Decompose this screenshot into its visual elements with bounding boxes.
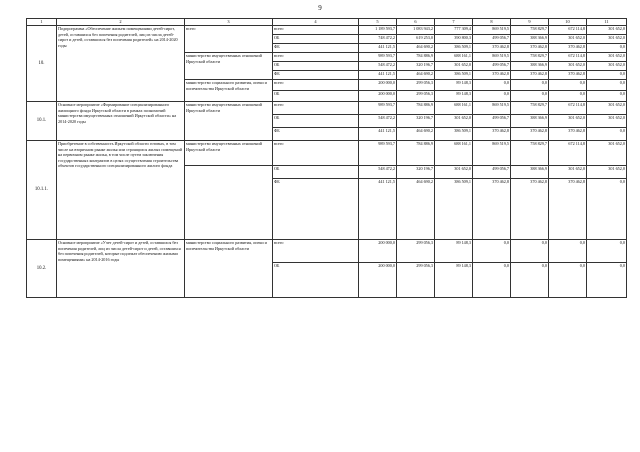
value-cell-col-5: 748 472,2 [359, 35, 397, 44]
funding-source-cell: всего [273, 53, 359, 62]
executor-cell: всего [185, 26, 273, 53]
value-cell-col-9: 370 462,8 [511, 128, 549, 141]
value-cell-col-7: 89 148,3 [435, 80, 473, 91]
value-cell-col-10: 301 652,0 [549, 115, 587, 128]
value-cell-col-6: 299 056,3 [397, 91, 435, 102]
value-cell-col-10: 301 652,0 [549, 35, 587, 44]
value-cell-col-10: 0,0 [549, 240, 587, 263]
value-cell-col-6: 784 886,9 [397, 102, 435, 115]
value-cell-col-9: 758 829,7 [511, 53, 549, 62]
value-cell-col-7: 386 509,1 [435, 71, 473, 80]
row-index: 10.1.1. [27, 141, 57, 240]
value-cell-col-11: 301 652,0 [587, 141, 627, 166]
executor-cell: министерство социального развития, опеки и попечительства Иркутской области [185, 80, 273, 102]
value-cell-col-5: 548 472,2 [359, 115, 397, 128]
value-cell-col-6: 320 196,7 [397, 166, 435, 179]
value-cell-col-10: 370 462,8 [549, 71, 587, 80]
value-cell-col-8: 869 519,5 [473, 26, 511, 35]
measure-description: Основное мероприятие «Формирование специализированного жилищного фонда Иркутской области в рамках полномочий министерства имущественных отношений Иркутской области» на 2014-2020 годы [57, 102, 185, 141]
measure-description: Основное мероприятие «Учет детей-сирот и детей, оставшихся без попечения родителей, лиц из числа детей-сирот и детей, оставшихся без попечения родителей, которые подлежат обеспечению жилыми помещениями» на 2014-2016 годы [57, 240, 185, 298]
value-cell-col-10: 0,0 [549, 91, 587, 102]
value-cell-col-5: 200 000,0 [359, 240, 397, 263]
row-index: 10.2. [27, 240, 57, 298]
value-cell-col-11: 0,0 [587, 179, 627, 240]
value-cell-col-7: 386 509,1 [435, 128, 473, 141]
row-index: 10. [27, 26, 57, 102]
funding-source-cell: ФБ [273, 179, 359, 240]
value-cell-col-5: 441 121,5 [359, 128, 397, 141]
measure-description: Приобретение в собственность Иркутской области готовых, в том числе на вторичном рынке жилья или строящихся жилых помещений на первичном рынке жилья, в том числе путем заключения государственных контрактов в целях осуществления строительства объектов государственного специализированного жилого фонда [57, 141, 185, 240]
value-cell-col-8: 869 519,5 [473, 102, 511, 115]
value-cell-col-10: 301 652,0 [549, 166, 587, 179]
value-cell-col-7: 301 652,0 [435, 166, 473, 179]
table-row [27, 240, 627, 263]
value-cell-col-11: 0,0 [587, 263, 627, 298]
value-cell-col-9: 0,0 [511, 240, 549, 263]
value-cell-col-7: 301 652,0 [435, 115, 473, 128]
value-cell-col-11: 301 652,0 [587, 26, 627, 35]
funding-source-cell: всего [273, 141, 359, 166]
funding-source-cell: всего [273, 240, 359, 263]
value-cell-col-5: 200 000,0 [359, 263, 397, 298]
value-cell-col-10: 0,0 [549, 80, 587, 91]
value-cell-col-6: 784 886,9 [397, 141, 435, 166]
value-cell-col-10: 0,0 [549, 263, 587, 298]
value-cell-col-10: 672 114,8 [549, 26, 587, 35]
funding-source-cell: ОБ [273, 91, 359, 102]
value-cell-col-11: 0,0 [587, 91, 627, 102]
value-cell-col-6: 320 196,7 [397, 62, 435, 71]
col-header-4: 4 [273, 19, 359, 26]
value-cell-col-11: 301 652,0 [587, 53, 627, 62]
value-cell-col-9: 370 462,8 [511, 71, 549, 80]
value-cell-col-9: 388 366,9 [511, 115, 549, 128]
value-cell-col-11: 0,0 [587, 71, 627, 80]
value-cell-col-6: 299 056,3 [397, 80, 435, 91]
value-cell-col-5: 200 000,0 [359, 80, 397, 91]
col-header-3: 3 [185, 19, 273, 26]
value-cell-col-10: 672 114,8 [549, 53, 587, 62]
value-cell-col-7: 301 652,0 [435, 62, 473, 71]
value-cell-col-9: 758 829,7 [511, 141, 549, 166]
value-cell-col-9: 388 366,9 [511, 166, 549, 179]
executor-cell: министерство имущественных отношений Иркутской области [185, 102, 273, 141]
value-cell-col-11: 0,0 [587, 240, 627, 263]
executor-cell: министерство имущественных отношений Иркутской области [185, 53, 273, 80]
value-cell-col-11: 301 652,0 [587, 166, 627, 179]
value-cell-col-10: 370 462,8 [549, 128, 587, 141]
value-cell-col-8: 0,0 [473, 91, 511, 102]
table-row [27, 141, 627, 166]
value-cell-col-8: 370 462,8 [473, 44, 511, 53]
value-cell-col-8: 370 462,8 [473, 179, 511, 240]
value-cell-col-7: 386 509,1 [435, 44, 473, 53]
funding-source-cell: ОБ [273, 263, 359, 298]
value-cell-col-6: 299 056,3 [397, 263, 435, 298]
value-cell-col-8: 499 056,7 [473, 35, 511, 44]
value-cell-col-8: 370 462,8 [473, 71, 511, 80]
value-cell-col-8: 370 462,8 [473, 128, 511, 141]
funding-source-cell: ФБ [273, 128, 359, 141]
value-cell-col-6: 464 690,2 [397, 179, 435, 240]
value-cell-col-5: 989 593,7 [359, 141, 397, 166]
value-cell-col-8: 869 519,5 [473, 53, 511, 62]
funding-source-cell: ОБ [273, 115, 359, 128]
funding-source-cell: ОБ [273, 166, 359, 179]
row-index: 10.1. [27, 102, 57, 141]
value-cell-col-7: 688 161,1 [435, 53, 473, 62]
table-body [27, 19, 627, 298]
value-cell-col-6: 1 083 943,2 [397, 26, 435, 35]
value-cell-col-11: 0,0 [587, 128, 627, 141]
value-cell-col-11: 0,0 [587, 44, 627, 53]
funding-source-cell: всего [273, 26, 359, 35]
executor-cell [185, 166, 273, 240]
value-cell-col-5: 441 121,5 [359, 44, 397, 53]
executor-cell: министерство имущественных отношений Иркутской области [185, 141, 273, 166]
value-cell-col-11: 301 652,0 [587, 115, 627, 128]
value-cell-col-8: 499 056,7 [473, 62, 511, 71]
executor-cell: министерство социального развития, опеки и попечительства Иркутской области [185, 240, 273, 298]
value-cell-col-6: 464 690,2 [397, 71, 435, 80]
value-cell-col-6: 320 196,7 [397, 115, 435, 128]
value-cell-col-9: 388 366,9 [511, 35, 549, 44]
funding-source-cell: всего [273, 102, 359, 115]
value-cell-col-8: 0,0 [473, 263, 511, 298]
funding-source-cell: ОБ [273, 62, 359, 71]
value-cell-col-10: 370 462,8 [549, 44, 587, 53]
col-header-5: 5 [359, 19, 397, 26]
col-header-8: 8 [473, 19, 511, 26]
value-cell-col-7: 390 800,3 [435, 35, 473, 44]
value-cell-col-9: 388 366,9 [511, 62, 549, 71]
value-cell-col-9: 0,0 [511, 80, 549, 91]
funding-source-cell: ФБ [273, 44, 359, 53]
value-cell-col-9: 0,0 [511, 91, 549, 102]
value-cell-col-11: 301 652,0 [587, 102, 627, 115]
measure-description: Подпрограмма «Обеспечение жильем помещениями детей-сирот, детей, оставшихся без попечения родителей, лиц из числа детей-сирот и детей, оставшихся без попечения родителей» на 2014-2020 годы [57, 26, 185, 102]
value-cell-col-9: 758 829,7 [511, 26, 549, 35]
col-header-1: 1 [27, 19, 57, 26]
value-cell-col-10: 301 652,0 [549, 62, 587, 71]
page-number: 9 [318, 4, 322, 12]
value-cell-col-5: 989 593,7 [359, 53, 397, 62]
value-cell-col-7: 688 161,1 [435, 102, 473, 115]
value-cell-col-8: 499 056,7 [473, 166, 511, 179]
value-cell-col-11: 301 652,0 [587, 62, 627, 71]
value-cell-col-11: 0,0 [587, 80, 627, 91]
value-cell-col-6: 464 690,2 [397, 44, 435, 53]
value-cell-col-6: 464 690,2 [397, 128, 435, 141]
col-header-11: 11 [587, 19, 627, 26]
value-cell-col-9: 370 462,8 [511, 179, 549, 240]
value-cell-col-5: 441 121,5 [359, 179, 397, 240]
value-cell-col-8: 0,0 [473, 80, 511, 91]
value-cell-col-7: 777 309,4 [435, 26, 473, 35]
funding-source-cell: ОБ [273, 35, 359, 44]
funding-source-cell: ФБ [273, 71, 359, 80]
funding-source-cell: всего [273, 80, 359, 91]
column-header-row [27, 19, 627, 26]
value-cell-col-10: 370 462,8 [549, 179, 587, 240]
value-cell-col-5: 548 472,2 [359, 62, 397, 71]
col-header-2: 2 [57, 19, 185, 26]
value-cell-col-11: 301 652,0 [587, 35, 627, 44]
value-cell-col-7: 89 148,3 [435, 263, 473, 298]
value-cell-col-5: 989 593,7 [359, 102, 397, 115]
value-cell-col-7: 89 148,3 [435, 91, 473, 102]
value-cell-col-5: 200 000,0 [359, 91, 397, 102]
col-header-6: 6 [397, 19, 435, 26]
table-row [27, 26, 627, 35]
value-cell-col-10: 672 114,8 [549, 102, 587, 115]
value-cell-col-7: 688 161,1 [435, 141, 473, 166]
value-cell-col-9: 758 829,7 [511, 102, 549, 115]
value-cell-col-5: 441 121,5 [359, 71, 397, 80]
value-cell-col-6: 299 056,3 [397, 240, 435, 263]
value-cell-col-7: 89 148,3 [435, 240, 473, 263]
col-header-9: 9 [511, 19, 549, 26]
value-cell-col-9: 0,0 [511, 263, 549, 298]
value-cell-col-6: 619 253,0 [397, 35, 435, 44]
value-cell-col-7: 386 509,1 [435, 179, 473, 240]
value-cell-col-10: 672 114,8 [549, 141, 587, 166]
value-cell-col-8: 869 519,5 [473, 141, 511, 166]
col-header-10: 10 [549, 19, 587, 26]
value-cell-col-5: 1 189 593,7 [359, 26, 397, 35]
value-cell-col-8: 499 056,7 [473, 115, 511, 128]
budget-table [26, 18, 627, 298]
value-cell-col-8: 0,0 [473, 240, 511, 263]
value-cell-col-6: 784 886,9 [397, 53, 435, 62]
col-header-7: 7 [435, 19, 473, 26]
value-cell-col-5: 548 472,2 [359, 166, 397, 179]
table-row [27, 102, 627, 115]
value-cell-col-9: 370 462,8 [511, 44, 549, 53]
